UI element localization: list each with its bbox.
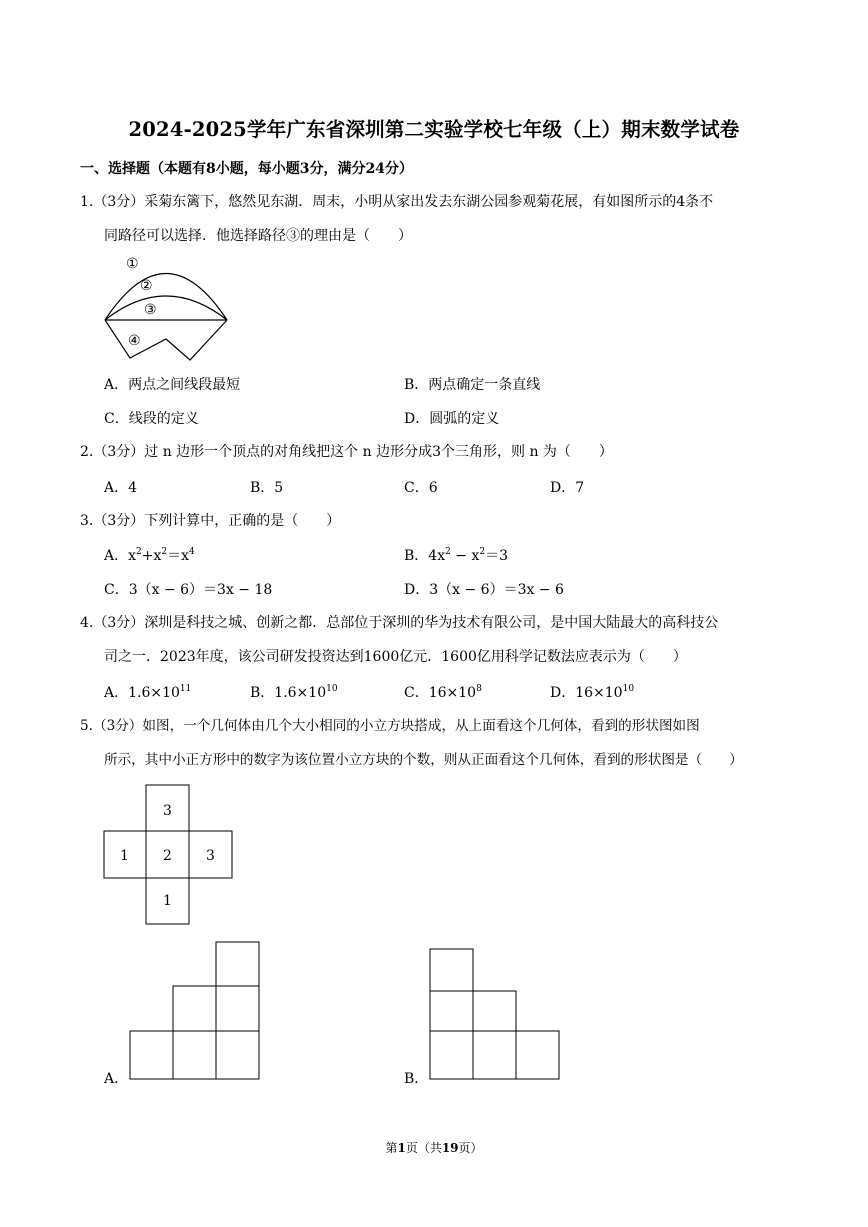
path-label-3: ③ <box>144 302 157 318</box>
q2-line1: 2.（3分）过 n 边形一个顶点的对角线把这个 n 边形分成3个三角形，则 n 为（ ） <box>80 444 613 460</box>
q1-line1: 1.（3分）采菊东篱下，悠然见东湖．周末，小明从家出发去东湖公园参观菊花展，有如图所示的4条不 <box>80 194 714 210</box>
q4-line1: 4.（3分）深圳是科技之城、创新之都．总部位于深圳的华为技术有限公司，是中国大陆最大的高科技公 <box>80 615 719 631</box>
section-heading: 一、选择题（本题有8小题，每小题3分，满分24分） <box>80 161 413 177</box>
path-label-4: ④ <box>128 333 141 349</box>
q2-option-b: B．5 <box>250 480 284 496</box>
grid-cell-bottom: 1 <box>163 893 172 909</box>
q2-option-c: C．6 <box>404 480 438 496</box>
path-1-curve <box>105 274 227 321</box>
q5-option-a-figure <box>130 942 262 1082</box>
q1-line2: 同路径可以选择．他选择路径③的理由是（ ） <box>104 228 412 244</box>
grid-cell-left: 1 <box>120 848 129 864</box>
grid-cell-right: 3 <box>206 848 215 864</box>
q3-option-c: C．3（x − 6）＝3x − 18 <box>104 582 273 598</box>
q4-option-a: A．$1.6\times 10^{11}$ <box>104 684 192 701</box>
q2-option-d: D．7 <box>550 480 585 496</box>
q1-option-a: A．两点之间线段最短 <box>104 377 241 393</box>
q3-line1: 3.（3分）下列计算中，正确的是（ ） <box>80 513 341 529</box>
q4-option-b: B．$1.6\times 10^{10}$ <box>250 684 338 701</box>
q4-option-c: C．$16\times 10^8$ <box>404 684 482 701</box>
q1-path-diagram <box>100 252 235 364</box>
q3-option-a: A．$x^2+x^2=x^4$ <box>104 547 195 564</box>
q5-line1: 5.（3分）如图，一个几何体由几个大小相同的小立方块搭成，从上面看这个几何体，看到的形状图如图 <box>80 718 700 734</box>
path-2-curve <box>105 296 227 320</box>
path-label-2: ② <box>140 278 153 294</box>
page-title: 2024-2025学年广东省深圳第二实验学校七年级（上）期末数学试卷 <box>128 118 740 141</box>
q5-line2: 所示，其中小正方形中的数字为该位置小立方块的个数，则从正面看这个几何体，看到的形状图是（ ） <box>104 752 743 768</box>
q1-option-d: D．圆弧的定义 <box>404 411 500 427</box>
q3-option-b: B．$4x^2 - x^2=3$ <box>404 547 509 564</box>
path-label-1: ① <box>126 256 139 272</box>
q3-option-d: D．3（x − 6）＝3x − 6 <box>404 582 564 598</box>
grid-cell-top: 3 <box>163 803 172 819</box>
q1-option-b: B．两点确定一条直线 <box>404 377 541 393</box>
q4-option-d: D．$16\times 10^{10}$ <box>550 684 635 701</box>
page-footer: 第1页（共19页） <box>385 1141 483 1155</box>
path-4-polyline <box>105 320 227 360</box>
q5-option-a-label: A． <box>104 1071 129 1087</box>
q2-option-a: A．4 <box>104 480 138 496</box>
grid-cell-center: 2 <box>163 848 172 864</box>
q5-option-b-figure <box>430 949 562 1081</box>
q1-option-c: C．线段的定义 <box>104 411 199 427</box>
q4-line2: 司之一．2023年度，该公司研发投资达到1600亿元．1600亿用科学记数法应表示为（ ） <box>104 649 687 665</box>
q5-option-b-label: B． <box>404 1071 429 1087</box>
